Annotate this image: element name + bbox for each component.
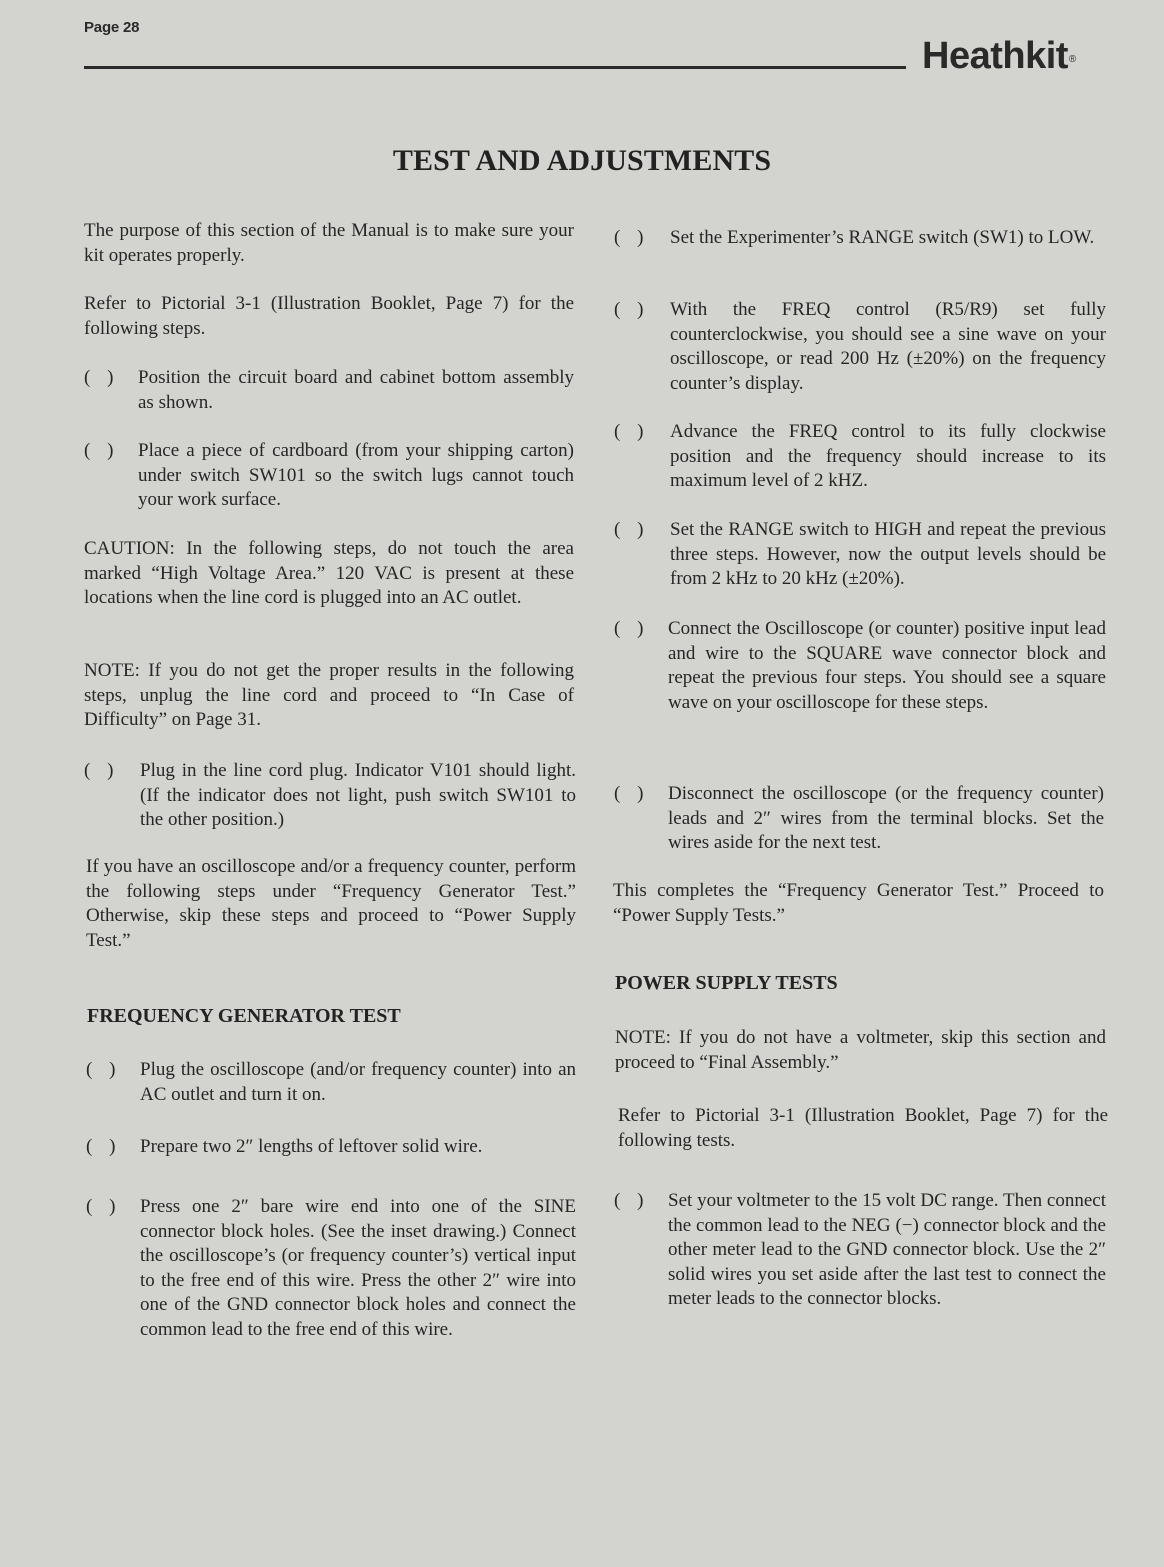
intro-paragraph: The purpose of this section of the Manual is to make sure your kit operates properly. <box>84 220 574 266</box>
oscilloscope-paragraph: If you have an oscilloscope and/or a frequency counter, perform the following steps under “Frequency Generator Test.” Otherwise, skip these steps and proceed to “Power Supply Test.” <box>86 856 576 951</box>
step-text: Position the circuit board and cabinet bottom assembly as shown. <box>138 367 574 413</box>
step-text: Plug the oscilloscope (and/or frequency counter) into an AC outlet and turn it on. <box>140 1059 576 1105</box>
step-checkbox[interactable]: ( ) <box>86 1196 122 1217</box>
page-number: Page 28 <box>84 19 140 36</box>
section-title: TEST AND ADJUSTMENTS <box>392 144 772 177</box>
step-checkbox[interactable]: ( ) <box>614 299 650 320</box>
step-checkbox[interactable]: ( ) <box>614 1190 650 1211</box>
voltmeter-note-paragraph: NOTE: If you do not have a voltmeter, skip this section and proceed to “Final Assembly.” <box>615 1027 1106 1073</box>
step-checkbox[interactable]: ( ) <box>614 421 650 442</box>
step-item <box>614 518 1106 593</box>
step-text: Press one 2″ bare wire end into one of the SINE connector block holes. (See the inset drawing.) Connect the oscilloscope’s (or frequency counter’s) vertical input to the free end of this wire. Press the other 2″ wire into one of the GND connector block holes and connect the common lead to the free end of this wire. <box>140 1196 576 1340</box>
step-checkbox[interactable]: ( ) <box>86 1136 122 1157</box>
step-text: Set the RANGE switch to HIGH and repeat the previous three steps. However, now the output levels should be from 2 kHz to 20 kHz (±20%). <box>670 519 1106 590</box>
step-item <box>614 298 1106 398</box>
completion-paragraph: This completes the “Frequency Generator Test.” Proceed to “Power Supply Tests.” <box>613 880 1104 926</box>
step-checkbox[interactable]: ( ) <box>84 760 120 781</box>
step-item <box>614 617 1106 742</box>
registered-mark: ® <box>1068 54 1076 65</box>
step-item <box>614 1189 1106 1339</box>
refer-paragraph: Refer to Pictorial 3-1 (Illustration Booklet, Page 7) for the following steps. <box>84 293 574 339</box>
step-text: With the FREQ control (R5/R9) set fully counterclockwise, you should see a sine wave on your oscilloscope, or read 200 Hz (±20%) on the frequency counter’s display. <box>670 299 1106 394</box>
note-paragraph: NOTE: If you do not get the proper results in the following steps, unplug the line cord and proceed to “In Case of Difficulty” on Page 31. <box>84 660 574 731</box>
step-item <box>614 782 1104 857</box>
step-checkbox[interactable]: ( ) <box>614 227 650 248</box>
step-text: Plug in the line cord plug. Indicator V101 should light. (If the indicator does not light, push switch SW101 to the other position.) <box>140 760 576 831</box>
frequency-generator-heading: FREQUENCY GENERATOR TEST <box>87 1005 401 1027</box>
step-checkbox[interactable]: ( ) <box>84 440 120 461</box>
step-text: Place a piece of cardboard (from your shipping carton) under switch SW101 so the switch lugs cannot touch your work surface. <box>138 440 574 511</box>
brand-name: Heathkit <box>922 35 1068 77</box>
step-item <box>614 226 1106 276</box>
step-item <box>614 420 1106 495</box>
step-text: Disconnect the oscilloscope (or the frequency counter) leads and 2″ wires from the terminal blocks. Set the wires aside for the next test. <box>668 783 1104 854</box>
step-checkbox[interactable]: ( ) <box>84 367 120 388</box>
power-supply-heading: POWER SUPPLY TESTS <box>615 972 838 994</box>
step-text: Connect the Oscilloscope (or counter) positive input lead and wire to the SQUARE wave connector block and repeat the previous four steps. You should see a square wave on your oscilloscope for these steps. <box>668 618 1106 713</box>
step-checkbox[interactable]: ( ) <box>614 618 650 639</box>
step-checkbox[interactable]: ( ) <box>614 519 650 540</box>
step-checkbox[interactable]: ( ) <box>86 1059 122 1080</box>
caution-paragraph: CAUTION: In the following steps, do not touch the area marked “High Voltage Area.” 120 VAC is present at these locations when the line cord is plugged into an AC outlet. <box>84 538 574 609</box>
step-checkbox[interactable]: ( ) <box>614 783 650 804</box>
step-text: Prepare two 2″ lengths of leftover solid wire. <box>140 1136 483 1157</box>
step-text: Advance the FREQ control to its fully clockwise position and the frequency should increase to its maximum level of 2 kHZ. <box>670 421 1106 492</box>
step-text: Set the Experimenter’s RANGE switch (SW1) to LOW. <box>670 227 1095 248</box>
step-text: Set your voltmeter to the 15 volt DC range. Then connect the common lead to the NEG (−) connector block and the other meter lead to the GND connector block. Use the 2″ solid wires you set aside after the last test to connect the meter leads to the connector blocks. <box>668 1190 1106 1310</box>
refer-tests-paragraph: Refer to Pictorial 3-1 (Illustration Booklet, Page 7) for the following tests. <box>618 1105 1108 1151</box>
